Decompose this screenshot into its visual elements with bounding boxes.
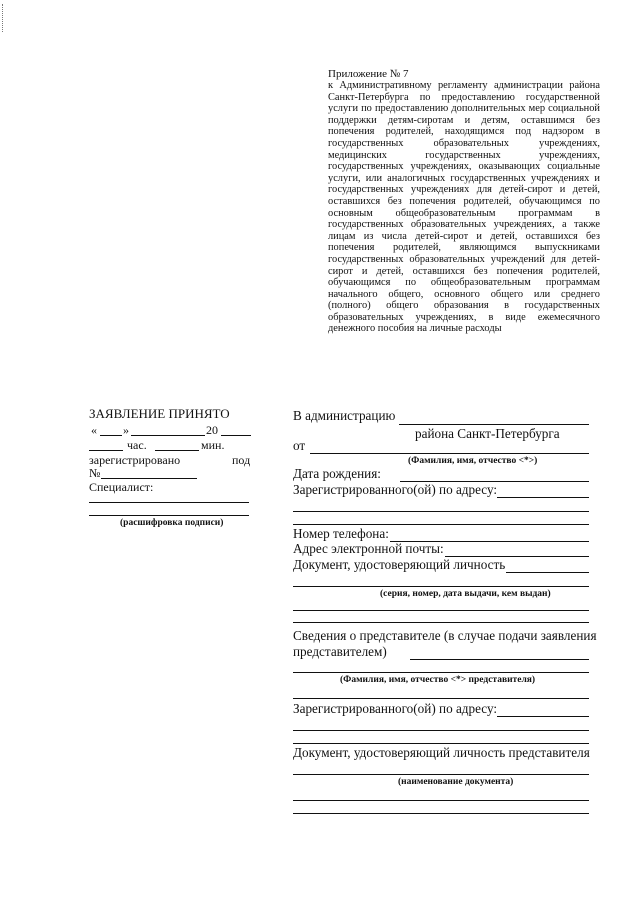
id-document-field[interactable] [506,572,589,573]
appendix-title: Приложение № 7 [328,68,409,80]
rep-fio-caption: (Фамилия, имя, отчество <*> представителя) [340,675,536,685]
rep-address-field[interactable] [497,716,589,717]
hours-field[interactable] [89,450,123,451]
rep-name-field[interactable] [410,659,589,660]
rep-info-label-1: Сведения о представителе (в случае подачи заявления [293,628,597,643]
year-prefix: 20 [206,423,218,437]
acceptance-block [0,0,260,905]
address-field[interactable] [497,497,589,498]
id-document-line-4[interactable] [293,622,589,623]
appendix-text [328,80,600,335]
email-label: Адрес электронной почты: [293,541,444,556]
hours-label: час. [127,438,147,452]
id-caption: (серия, номер, дата выдачи, кем выдан) [380,589,551,599]
rep-address-line-2[interactable] [293,730,589,731]
minutes-label: мин. [201,438,225,452]
specialist-label: Специалист: [89,480,154,494]
rep-info-label-2: представителем) [293,644,387,659]
id-document-label: Документ, удостоверяющий личность [293,557,506,572]
rep-address-label: Зарегистрированного(ой) по адресу: [293,701,498,716]
quote-open: « [91,423,97,437]
number-label: № [89,466,101,480]
registration-number-field[interactable] [101,478,197,479]
specialist-signature-line[interactable] [89,502,249,503]
day-field[interactable] [100,435,122,436]
address-line-3[interactable] [293,524,589,525]
from-label: от [293,438,306,453]
year-field[interactable] [221,435,251,436]
to-admin-label: В администрацию [293,408,396,423]
month-field[interactable] [131,435,205,436]
address-label: Зарегистрированного(ой) по адресу: [293,482,498,497]
rep-document-line-2[interactable] [293,800,589,801]
phone-label: Номер телефона: [293,526,389,541]
rep-document-label: Документ, удостоверяющий личность представителя [293,745,590,760]
under-label: под [232,453,251,467]
accepted-heading: ЗАЯВЛЕНИЕ ПРИНЯТО [89,406,230,421]
id-document-line-2[interactable] [293,586,589,587]
doc-name-caption: (наименование документа) [398,777,514,787]
birth-date-label: Дата рождения: [293,466,381,481]
fio-caption: (Фамилия, имя, отчество <*>) [408,456,538,466]
rep-document-line-3[interactable] [293,813,589,814]
signature-caption: (расшифровка подписи) [120,518,224,528]
address-line-2[interactable] [293,511,589,512]
application-form [280,400,620,840]
rep-name-line-2[interactable] [293,672,589,673]
appendix-paragraph: к Административному регламенту администрации района Санкт-Петербурга по предоставлению государственной услуги по предоставлению дополнительных мер социальной поддержки детям-сиротам и детям, оставшимся без попечения родителей, находящимся под надзором в государственных образовательных учреждениях, медицинских государственных учреждениях, государственных учреждениях, оказывающих социальные услуги, или аналогичных государственных учреждениях и государственных учреждениях для детей-сирот и детей, оставшихся без попечения родителей, обучающимся по основным общеобразовательным программам в государственных образовательных учреждениях, а также лицам из числа детей-сирот и детей, оставшихся без попечения родителей, являющимся выпускниками государственных образовательных учреждений для детей-сирот и детей, оставшихся без попечения родителей, обучающимся по общеобразовательным программам начального общего, основного общего или среднего (полного) общего образования в государственных образовательных учреждениях, в виде ежемесячного денежного пособия на личные расходы [328,80,600,335]
rep-document-field[interactable] [293,774,589,775]
minutes-field[interactable] [155,450,199,451]
quote-close: » [123,423,129,437]
applicant-name-field[interactable] [310,453,589,454]
rep-address-line-3[interactable] [293,743,589,744]
specialist-name-line[interactable] [89,515,249,516]
admin-district-field[interactable] [399,424,589,425]
id-document-line-3[interactable] [293,610,589,611]
registered-label: зарегистрировано [89,453,181,467]
district-label: района Санкт-Петербурга [415,426,560,441]
rep-name-line-3[interactable] [293,698,589,699]
